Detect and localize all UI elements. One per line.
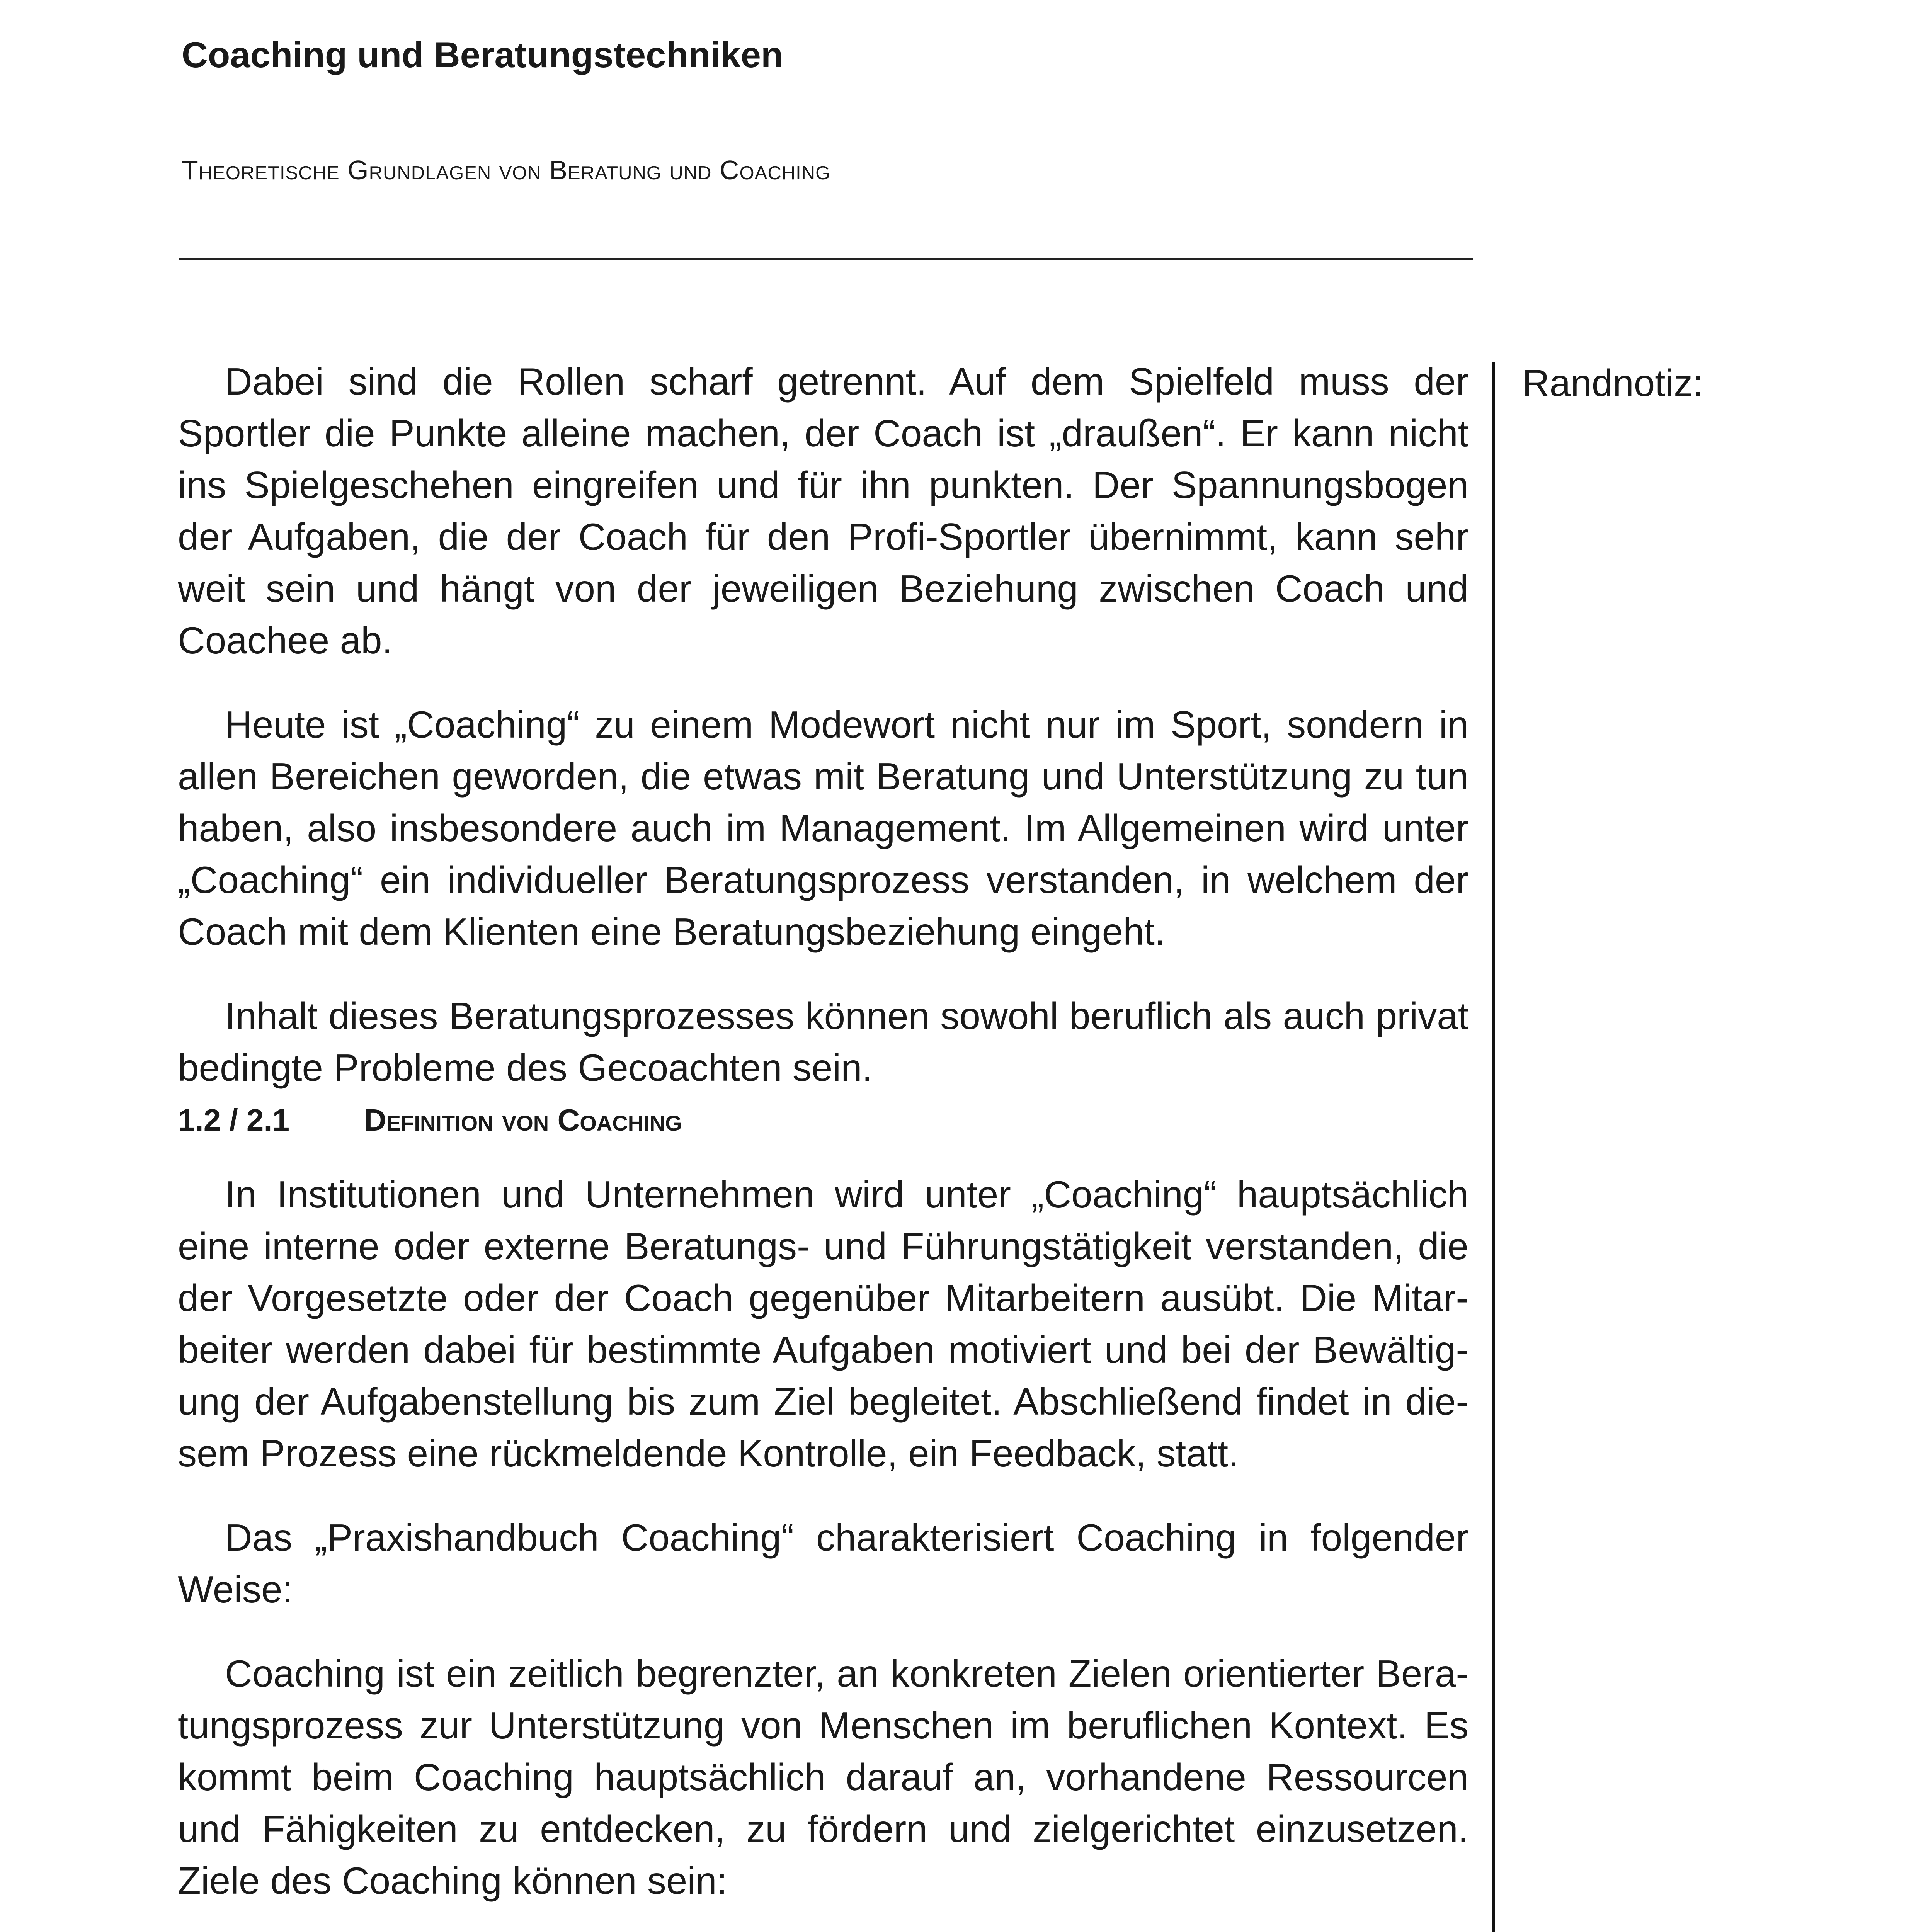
main-text-column bbox=[178, 355, 1468, 1932]
section-title: Definition von Coaching bbox=[364, 1103, 682, 1137]
margin-divider bbox=[1492, 362, 1495, 1932]
document-title: Coaching und Beratungstechniken bbox=[182, 34, 783, 75]
margin-note-label: Randnotiz: bbox=[1522, 362, 1703, 404]
paragraph: Coaching ist ein zeitlich begrenzter, an konkreten Zielen orientierter Beratungsprozess zur Unterstützung von Menschen im beruflichen Kontext. Es kommt beim Coaching hauptsächlich darauf an, vorhandene Ressourcen und Fähigkeiten zu entdecken, zu fördern und zielgerichtet einzusetzen. Ziele des Coaching können sein: bbox=[178, 1652, 1468, 1902]
section-heading bbox=[178, 1099, 1468, 1141]
paragraph: In Institutionen und Unternehmen wird unter „Coaching“ hauptsächlich eine interne oder externe Beratungs- und Führungstätigkeit verstanden, die der Vorgesetzte oder der Coach gegenüber Mitarbeitern ausübt. Die Mitarbeiter werden dabei für bestimmte Aufgaben motiviert und bei der Bewältigung der Aufgabenstellung bis zum Ziel begleitet. Abschließend findet in diesem Prozess eine rückmeldende Kontrolle, ein Feedback, statt. bbox=[178, 1173, 1468, 1475]
header-divider bbox=[179, 258, 1473, 260]
paragraph: Das „Praxishandbuch Coaching“ charakterisiert Coaching in folgender Weise: bbox=[178, 1516, 1468, 1611]
section-number: 1.2 / 2.1 bbox=[178, 1103, 290, 1137]
paragraph: Dabei sind die Rollen scharf getrennt. Auf dem Spielfeld muss der Sportler die Punkte alleine machen, der Coach ist „draußen“. Er kann nicht ins Spielgeschehen eingreifen und für ihn punkten. Der Spannungsbogen der Aufgaben, die der Coach für den Profi-Sportler übernimmt, kann sehr weit sein und hängt von der jeweiligen Beziehung zwischen Coach und Coachee ab. bbox=[178, 360, 1468, 662]
paragraph: Heute ist „Coaching“ zu einem Modewort nicht nur im Sport, sondern in allen Bereichen geworden, die etwas mit Beratung und Unterstützung zu tun haben, also insbesondere auch im Management. Im Allgemeinen wird unter „Coaching“ ein individueller Beratungsprozess verstanden, in welchem der Coach mit dem Klienten eine Beratungsbeziehung eingeht. bbox=[178, 703, 1468, 953]
paragraph: Inhalt dieses Beratungsprozesses können sowohl beruflich als auch privat bedingte Probleme des Gecoachten sein. bbox=[178, 995, 1468, 1089]
chapter-subtitle: Theoretische Grundlagen von Beratung und Coaching bbox=[182, 155, 831, 185]
